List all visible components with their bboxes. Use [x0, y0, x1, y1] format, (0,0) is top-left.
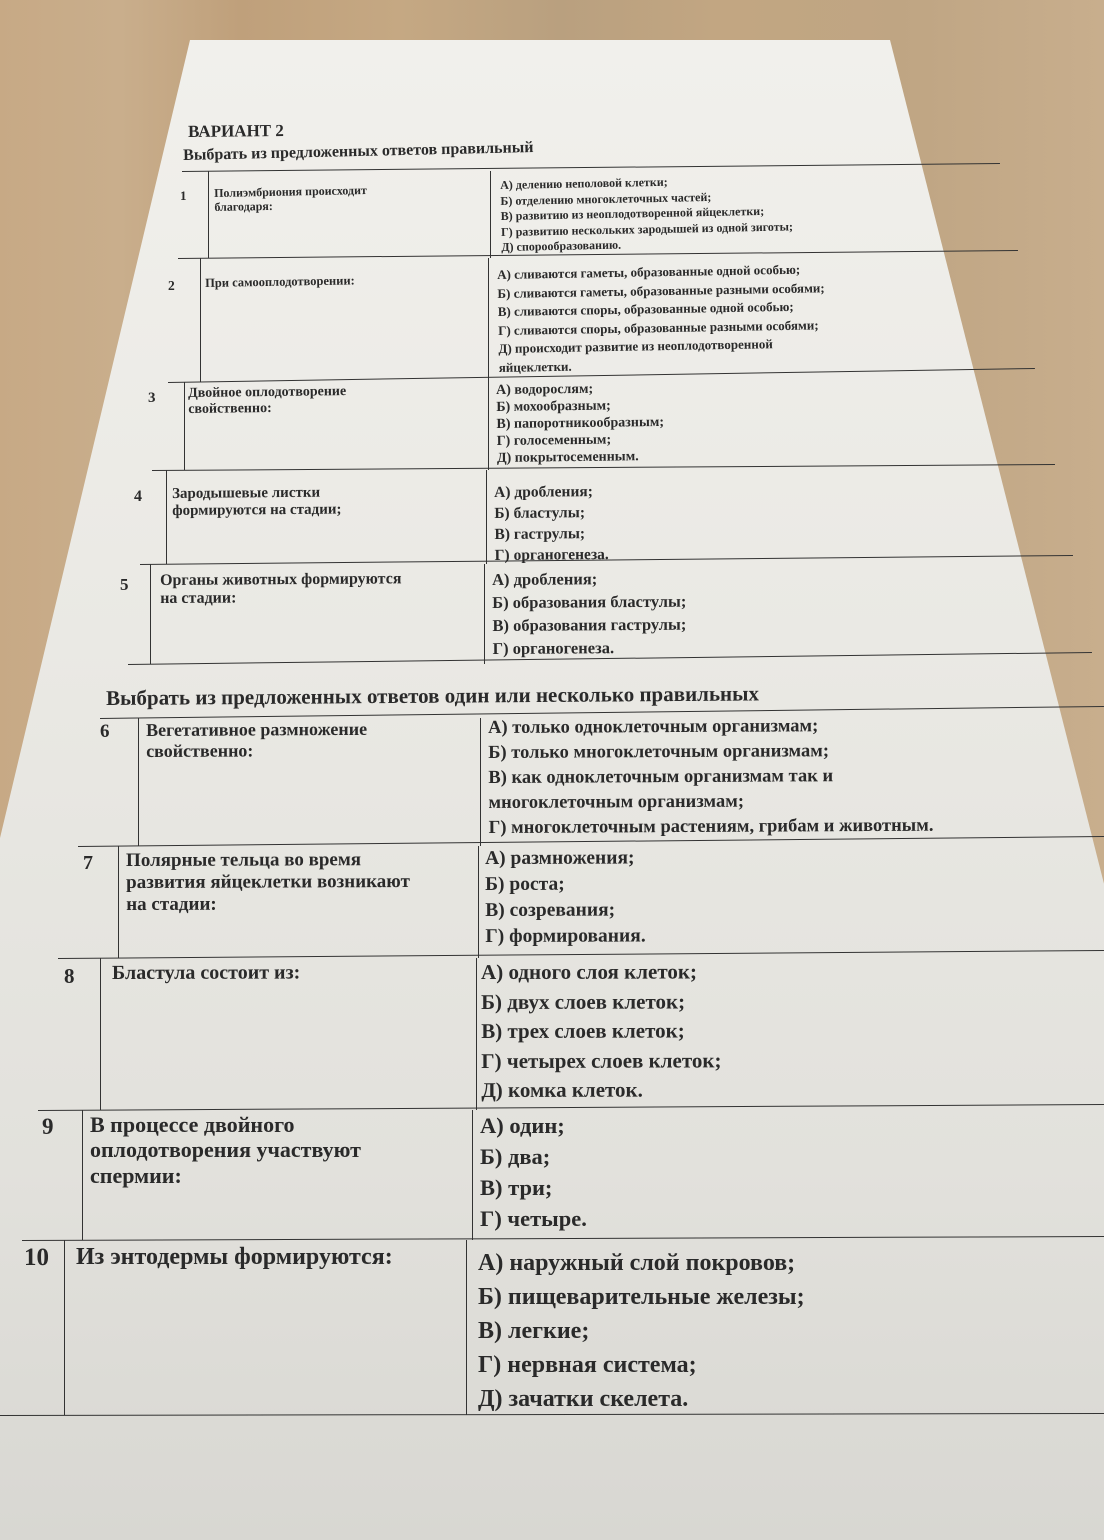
- answer-option: В) легкие;: [478, 1318, 590, 1344]
- question-text: Полярные тельца во время развития яйцеклетки возникают на стадии:: [126, 849, 410, 915]
- answer-option: Г) развитию нескольких зародышей из одной зиготы;: [500, 219, 794, 239]
- column-divider: [166, 470, 167, 564]
- answer-option: Г) четырех слоев клеток;: [481, 1047, 722, 1073]
- answer-option: Б) отделению многоклеточных частей;: [500, 189, 712, 208]
- question-text: Из энтодермы формируются:: [76, 1244, 393, 1270]
- question-number: 8: [64, 964, 75, 988]
- answer-option: Д) спорообразованию.: [501, 238, 622, 255]
- column-divider: [208, 171, 209, 258]
- answer-option: А) дробления;: [494, 483, 593, 501]
- answer-option: В) трех слоев клеток;: [481, 1018, 685, 1043]
- question-number: 4: [134, 488, 142, 505]
- answer-option: Б) роста;: [485, 873, 565, 895]
- answer-option: Г) голосеменным;: [496, 432, 612, 449]
- column-divider: [118, 846, 119, 958]
- answer-list: [481, 957, 722, 1105]
- answer-option: Г) четыре.: [480, 1206, 587, 1231]
- answer-option: Г) органогенеза.: [492, 638, 615, 658]
- answer-option: А) делению неполовой клетки;: [500, 174, 668, 192]
- answer-list: [478, 1246, 805, 1416]
- answer-option: А) дробления;: [492, 569, 598, 589]
- column-divider: [138, 718, 139, 846]
- question-text: В процессе двойного оплодотворения участвуют спермии:: [90, 1112, 361, 1188]
- answer-option: Б) бластулы;: [494, 504, 586, 522]
- question-number: 2: [168, 278, 175, 293]
- section1-instruction: Выбрать из предложенных ответов правильный: [183, 139, 534, 164]
- answer-option: Г) нервная система;: [478, 1352, 697, 1378]
- answer-option: Б) два;: [480, 1144, 551, 1169]
- question-text: Вегетативное размножение свойственно:: [146, 718, 368, 761]
- answer-list: [480, 1110, 587, 1234]
- answer-option: В) гаструлы;: [494, 525, 586, 543]
- question-number: 9: [42, 1114, 54, 1139]
- question-number: 5: [120, 575, 129, 594]
- question-text: Полиэмбриония происходит благодаря:: [213, 183, 367, 214]
- answer-option: А) водорослям;: [496, 381, 594, 398]
- question-text: Зародышевые листки формируются на стадии;: [172, 484, 342, 520]
- answer-option: Б) мохообразным;: [496, 398, 611, 415]
- question-text: Органы животных формируются на стадии:: [160, 570, 402, 608]
- answer-option: А) наружный слой покровов;: [478, 1250, 796, 1276]
- answer-option: А) сливаются гаметы, образованные одной особью;: [497, 261, 801, 282]
- table-rule: [182, 163, 1000, 172]
- answer-list: [488, 714, 933, 841]
- question-text: Двойное оплодотворение свойственно:: [188, 384, 347, 418]
- column-divider: [486, 470, 487, 564]
- column-divider: [478, 846, 479, 958]
- answer-list: [497, 260, 826, 377]
- answer-option: Д) зачатки скелета.: [478, 1386, 689, 1412]
- answer-option: Г) сливаются споры, образованные разными особями;: [497, 316, 819, 338]
- column-divider: [82, 1110, 83, 1240]
- answer-option: Д) происходит развитие из неоплодотворенной: [498, 336, 773, 356]
- column-divider: [150, 564, 151, 664]
- column-divider: [488, 258, 489, 382]
- variant-title: ВАРИАНТ 2: [188, 120, 284, 141]
- answer-option: Б) сливаются гаметы, образованные разными особями;: [497, 279, 825, 301]
- answer-option: Г) формирования.: [485, 925, 646, 947]
- column-divider: [480, 718, 481, 846]
- question-text: При самооплодотворении:: [205, 273, 355, 290]
- column-divider: [466, 1240, 467, 1415]
- answer-option: многоклеточным организмам;: [488, 791, 745, 813]
- question-number: 10: [24, 1244, 49, 1271]
- answer-option: А) только одноклеточным организмам;: [488, 716, 819, 738]
- answer-option: Б) образования бластулы;: [492, 591, 687, 612]
- question-number: 7: [83, 852, 93, 874]
- answer-option: яйцеклетки.: [498, 358, 572, 375]
- answer-list: [496, 380, 665, 467]
- column-divider: [100, 958, 101, 1110]
- column-divider: [184, 382, 185, 470]
- answer-list: [494, 481, 609, 566]
- column-divider: [476, 958, 477, 1110]
- answer-option: В) как одноклеточным организмам так и: [488, 766, 834, 788]
- question-number: 3: [148, 390, 156, 406]
- answer-option: Б) пищеварительные железы;: [478, 1284, 805, 1310]
- answer-option: А) размножения;: [485, 847, 635, 869]
- answer-option: В) папоротникообразным;: [496, 414, 665, 432]
- question-number: 1: [180, 188, 187, 203]
- answer-option: Д) комка клеток.: [481, 1077, 643, 1102]
- answer-option: В) развитию из неоплодотворенной яйцеклетки;: [500, 204, 765, 224]
- answer-option: А) одного слоя клеток;: [481, 959, 698, 984]
- answer-option: В) образования гаструлы;: [492, 614, 687, 635]
- question-number: 6: [100, 721, 110, 742]
- question-text: Бластула состоит из:: [112, 961, 301, 984]
- column-divider: [484, 564, 485, 664]
- table-rule: [22, 1236, 1104, 1241]
- answer-option: Г) многоклеточным растениям, грибам и животным.: [488, 815, 934, 838]
- column-divider: [200, 258, 201, 382]
- answer-option: А) один;: [480, 1113, 565, 1138]
- answer-option: В) сливаются споры, образованные одной особью;: [497, 298, 794, 319]
- answer-list: [492, 567, 687, 660]
- column-divider: [64, 1240, 65, 1415]
- answer-option: Д) покрытосеменным.: [496, 449, 639, 466]
- answer-option: Б) только многоклеточным организмам;: [488, 741, 830, 763]
- column-divider: [472, 1110, 473, 1240]
- answer-option: В) три;: [480, 1175, 553, 1200]
- section2-instruction: Выбрать из предложенных ответов один или несколько правильных: [106, 681, 760, 710]
- column-divider: [488, 382, 489, 470]
- answer-option: Б) двух слоев клеток;: [481, 988, 686, 1014]
- answer-option: В) созревания;: [485, 899, 616, 921]
- answer-list: [500, 172, 793, 256]
- answer-option: Г) органогенеза.: [494, 546, 609, 564]
- answer-list: [485, 845, 646, 950]
- column-divider: [490, 171, 491, 258]
